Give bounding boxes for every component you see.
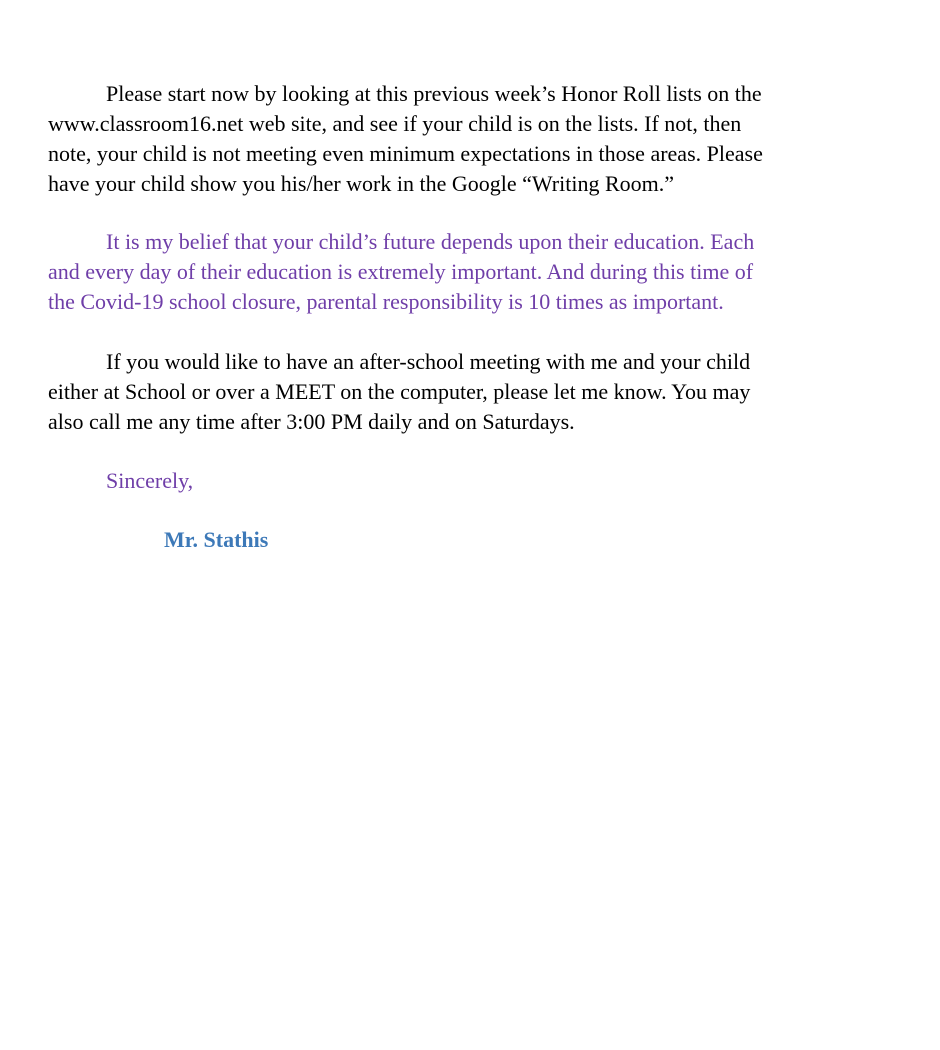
paragraph-line: the Covid-19 school closure, parental responsibility is 10 times as important. — [48, 289, 724, 314]
paragraph-line: and every day of their education is extremely important. And during this time of — [48, 259, 754, 284]
paragraph-line: also call me any time after 3:00 PM daily and on Saturdays. — [48, 409, 575, 434]
paragraph-line: It is my belief that your child’s future depends upon their education. Each — [106, 229, 755, 254]
paragraph-line: note, your child is not meeting even minimum expectations in those areas. Please — [48, 141, 763, 166]
closing-salutation: Sincerely, — [106, 468, 194, 493]
paragraph-line: either at School or over a MEET on the computer, please let me know. You may — [48, 379, 751, 404]
signature-name: Mr. Stathis — [164, 527, 269, 552]
paragraph-line: www.classroom16.net web site, and see if your child is on the lists. If not, then — [48, 111, 742, 136]
paragraph-line: have your child show you his/her work in the Google “Writing Room.” — [48, 171, 675, 196]
paragraph-line: If you would like to have an after-school meeting with me and your child — [106, 349, 751, 374]
paragraph-line: Please start now by looking at this previous week’s Honor Roll lists on the — [106, 81, 762, 106]
